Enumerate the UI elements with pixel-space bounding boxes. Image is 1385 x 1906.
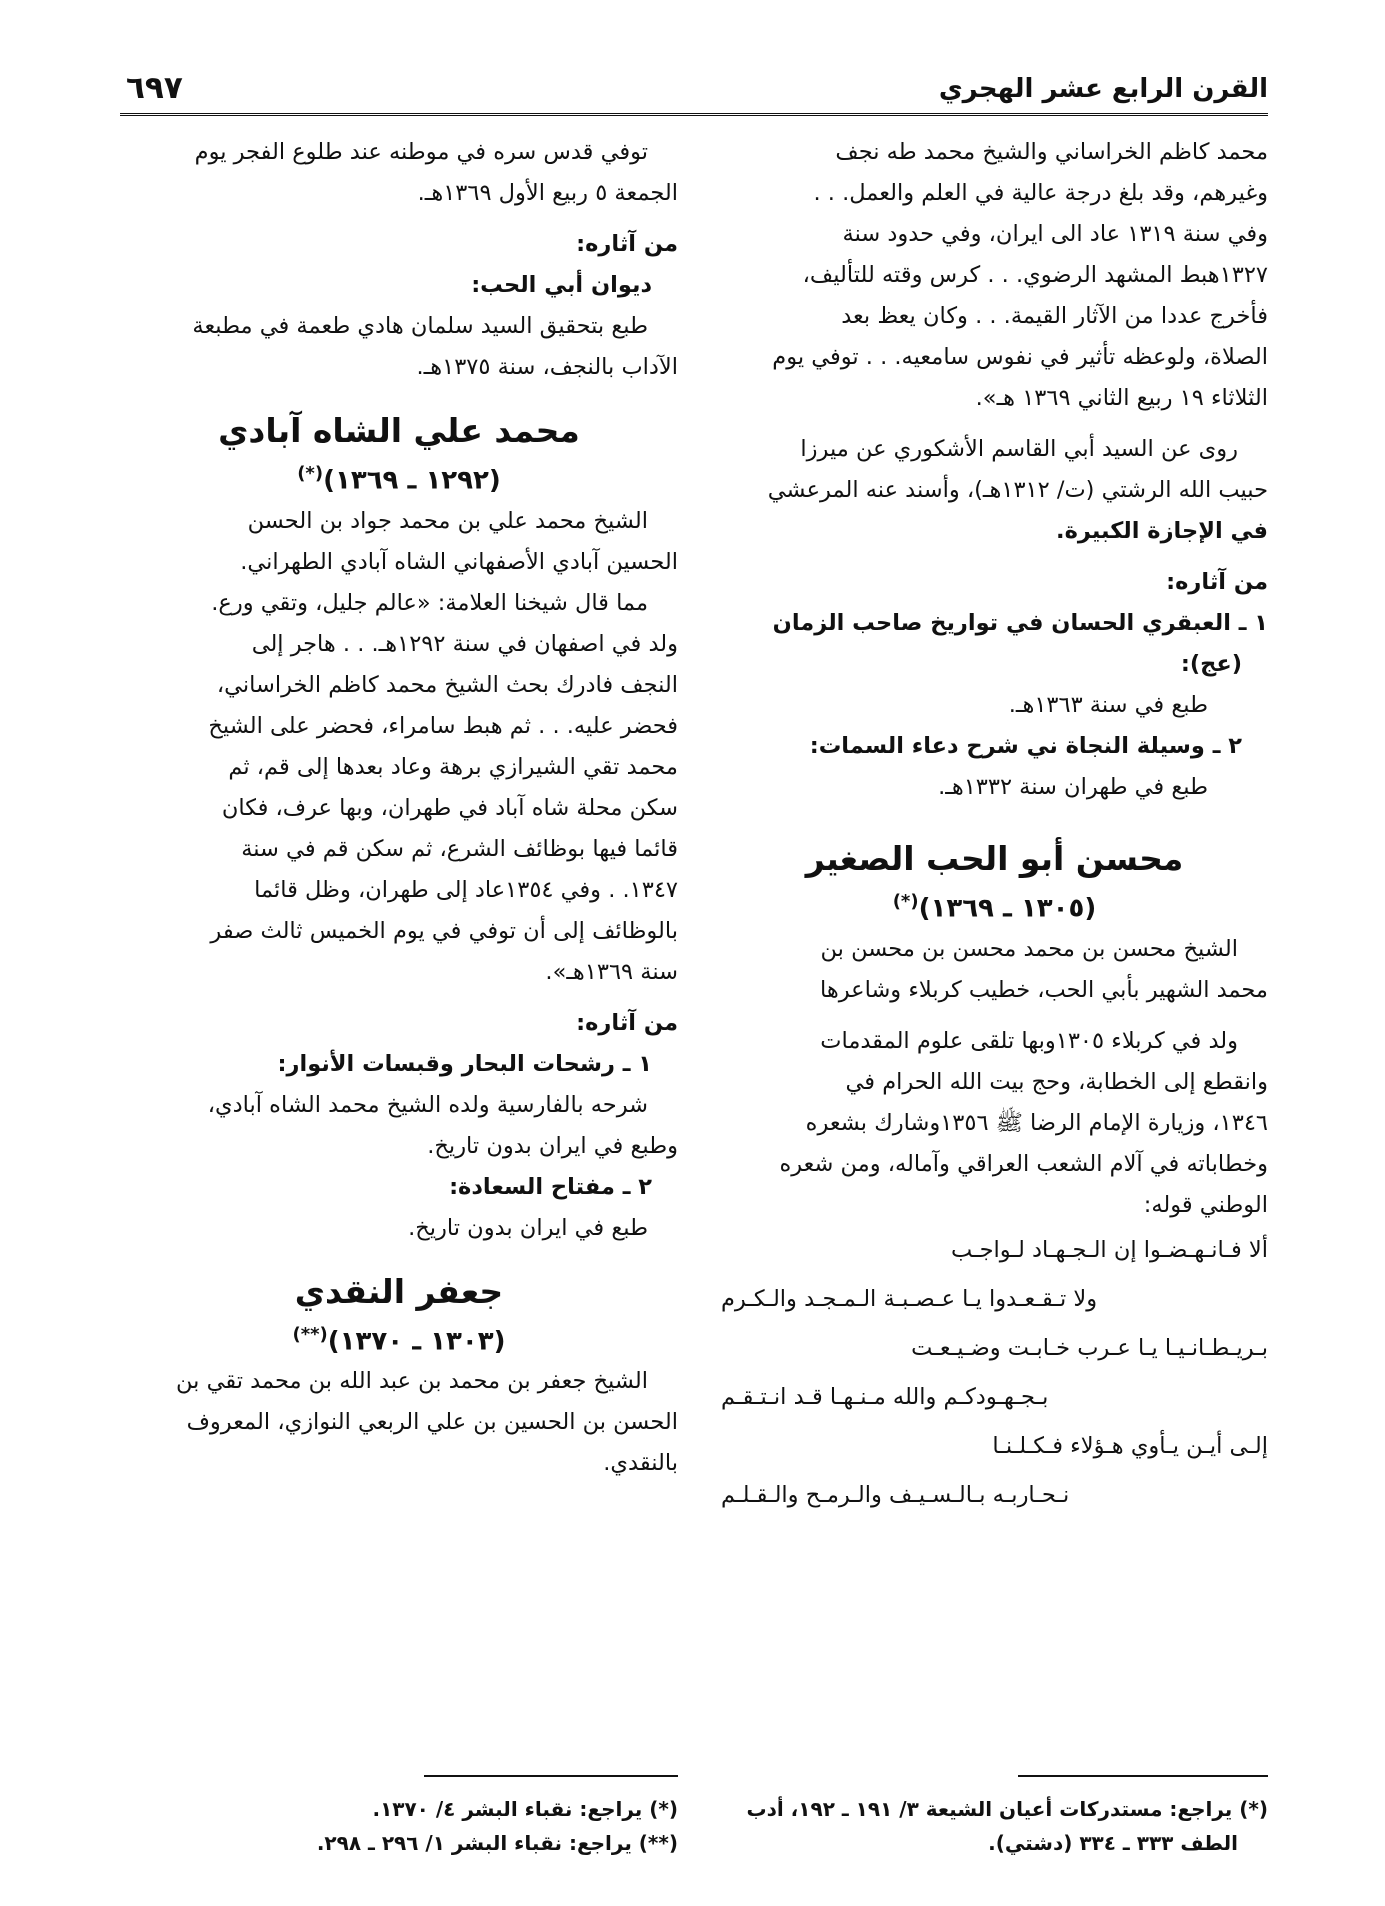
works-label: من آثاره: <box>576 1009 678 1036</box>
entry-heading: محسن أبو الحب الصغير <box>805 839 1184 878</box>
text-line: حبيب الله الرشتي (ت/ ١٣١٢هـ)، وأسند عنه المرعشي <box>767 477 1268 503</box>
poem-verse: إلـى أيـن يـأوي هـؤلاء فـكـلـنـا <box>992 1432 1268 1459</box>
text-line: الصلاة، ولوعظه تأثير في نفوس سامعيه. . . توفي يوم <box>772 344 1268 370</box>
poem-verse: بـريـطـانـيـا يـا عـرب خـابـت وضـيـعـت <box>911 1334 1268 1361</box>
running-header <box>118 70 1268 110</box>
entry-dates-text: (١٢٩٢ ـ ١٣٦٩) <box>323 465 501 496</box>
work-title: ١ ـ العبقري الحسان في تواريخ صاحب الزمان <box>772 610 1268 636</box>
text-line: قائما فيها بوظائف الشرع، ثم سكن قم في سنة <box>241 835 678 862</box>
poem-verse: ولا تـقـعـدوا يـا عـصـبـة الـمـجـد والـكـرم <box>721 1285 1098 1312</box>
text-line: في الإجازة الكبيرة. <box>1056 518 1268 544</box>
text-line: فحضر عليه. . . ثم هبط سامراء، فحضر على الشيخ <box>208 712 678 739</box>
text-line: طبع في ايران بدون تاريخ. <box>408 1214 648 1241</box>
text-line: توفي قدس سره في موطنه عند طلوع الفجر يوم <box>194 139 648 165</box>
footnote-marker: (*) <box>297 463 324 484</box>
text-line: الحسن بن الحسين بن علي الربعي النوازي، المعروف <box>186 1409 678 1436</box>
footnote-right <box>721 1792 1268 1860</box>
text-line: ولد في اصفهان في سنة ١٢٩٢هـ. . . هاجر إلى <box>251 630 678 657</box>
text-line: الشيخ جعفر بن محمد بن عبد الله بن محمد تقي بن <box>176 1368 648 1395</box>
right-column <box>721 132 1268 1520</box>
text-line: روى عن السيد أبي القاسم الأشكوري عن ميرزا <box>800 436 1238 462</box>
footnote-line: (*) يراجع: نقباء البشر ٤/ ١٣٧٠. <box>372 1797 678 1821</box>
text-line: وطبع في ايران بدون تاريخ. <box>427 1132 678 1159</box>
text-line: الثلاثاء ١٩ ربيع الثاني ١٣٦٩ هـ». <box>975 385 1268 411</box>
works-label: من آثاره: <box>1166 569 1268 595</box>
entry-heading: محمد علي الشاه آبادي <box>218 411 580 450</box>
entry-dates <box>120 454 678 501</box>
text-line: شرحه بالفارسية ولده الشيخ محمد الشاه آبادي، <box>207 1091 648 1118</box>
footnote-marker: (*) <box>892 891 919 912</box>
work-title: ديوان أبي الحب: <box>471 272 652 298</box>
entry-dates <box>120 1315 678 1362</box>
entry-dates <box>721 882 1268 929</box>
poem-verse: بـجـهـودكـم والله مـنـهـا قـد انـتـقـم <box>721 1383 1049 1410</box>
text-line: مما قال شيخنا العلامة: «عالم جليل، وتقي ورع. <box>211 589 648 616</box>
running-header-title: القرن الرابع عشر الهجري <box>938 74 1268 104</box>
work-title: ١ ـ رشحات البحار وقبسات الأنوار: <box>277 1050 652 1077</box>
footnote-line: (*) يراجع: مستدركات أعيان الشيعة ٣/ ١٩١ ـ ١٩٢، أدب <box>746 1797 1268 1821</box>
text-line: بالنقدي. <box>603 1450 678 1477</box>
text-line: وخطاباته في آلام الشعب العراقي وآماله، ومن شعره <box>779 1150 1268 1177</box>
text-line: ١٣٤٦، وزيارة الإمام الرضا ﷺ ١٣٥٦وشارك بشعره <box>805 1109 1268 1136</box>
text-line: النجف فادرك بحث الشيخ محمد كاظم الخراساني، <box>216 671 678 698</box>
footnote-line: (**) يراجع: نقباء البشر ١/ ٢٩٦ ـ ٢٩٨. <box>316 1831 678 1855</box>
footnote-rule <box>424 1775 678 1777</box>
text-line: ١٣٢٧هبط المشهد الرضوي. . . كرس وقته للتأليف، <box>802 262 1268 288</box>
footnote-rule <box>1018 1775 1268 1777</box>
footnote-line: الطف ٣٣٣ ـ ٣٣٤ (دشتي). <box>988 1831 1238 1855</box>
left-column <box>120 132 678 1484</box>
work-title: ٢ ـ مفتاح السعادة: <box>449 1173 652 1200</box>
works-label: من آثاره: <box>576 231 678 257</box>
text-line: الآداب بالنجف، سنة ١٣٧٥هـ. <box>416 354 678 380</box>
text-line: بالوظائف إلى أن توفي في يوم الخميس ثالث صفر <box>210 917 678 944</box>
work-title: ٢ ـ وسيلة النجاة ني شرح دعاء السمات: <box>809 733 1242 759</box>
text-line: محمد الشهير بأبي الحب، خطيب كربلاء وشاعرها <box>820 976 1268 1003</box>
text-line: ولد في كربلاء ١٣٠٥وبها تلقى علوم المقدمات <box>820 1027 1238 1054</box>
text-line: وغيرهم، وقد بلغ درجة عالية في العلم والعمل. . . <box>813 180 1268 206</box>
header-double-rule <box>120 113 1268 116</box>
text-line: الجمعة ٥ ربيع الأول ١٣٦٩هـ. <box>417 180 678 206</box>
work-title-cont: (عج): <box>1180 651 1242 677</box>
footnote-marker: (**) <box>292 1323 328 1345</box>
work-note: طبع في سنة ١٣٦٣هـ. <box>1008 692 1208 718</box>
entry-dates-text: (١٣٠٥ ـ ١٣٦٩) <box>918 893 1097 924</box>
text-line: ١٣٤٧. . وفي ١٣٥٤عاد إلى طهران، وظل قائما <box>254 876 678 903</box>
poem-verse: نـحـاربـه بـالـسـيـف والـرمـح والـقـلـم <box>721 1481 1070 1508</box>
entry-dates-text: (١٣٠٣ ـ ١٣٧٠) <box>327 1326 506 1357</box>
work-note: طبع في طهران سنة ١٣٣٢هـ. <box>938 774 1208 800</box>
text-line: محمد كاظم الخراساني والشيخ محمد طه نجف <box>835 139 1268 165</box>
footnote-left <box>120 1792 678 1860</box>
text-line: سكن محلة شاه آباد في طهران، وبها عرف، فكان <box>221 794 678 821</box>
poem-verse: ألا فـانـهـضـوا إن الـجـهـاد لـواجـب <box>950 1236 1268 1263</box>
text-line: طبع بتحقيق السيد سلمان هادي طعمة في مطبعة <box>192 313 648 339</box>
text-line: الوطني قوله: <box>1143 1191 1268 1218</box>
text-line: الحسين آبادي الأصفهاني الشاه آبادي الطهراني. <box>240 548 678 575</box>
text-line: سنة ١٣٦٩هـ». <box>545 958 678 985</box>
text-line: وانقطع إلى الخطابة، وحج بيت الله الحرام في <box>845 1068 1268 1095</box>
text-line: الشيخ محسن بن محمد محسن بن محسن بن <box>820 935 1238 962</box>
page-number: ٦٩٧ <box>126 70 183 106</box>
entry-heading: جعفر النقدي <box>294 1271 504 1311</box>
text-line: وفي سنة ١٣١٩ عاد الى ايران، وفي حدود سنة <box>842 221 1268 247</box>
text-line: فأخرج عددا من الآثار القيمة. . . وكان يعظ بعد <box>841 303 1268 329</box>
text-line: محمد تقي الشيرازي برهة وعاد بعدها إلى قم، ثم <box>228 753 678 780</box>
text-line: الشيخ محمد علي بن محمد جواد بن الحسن <box>247 507 648 534</box>
